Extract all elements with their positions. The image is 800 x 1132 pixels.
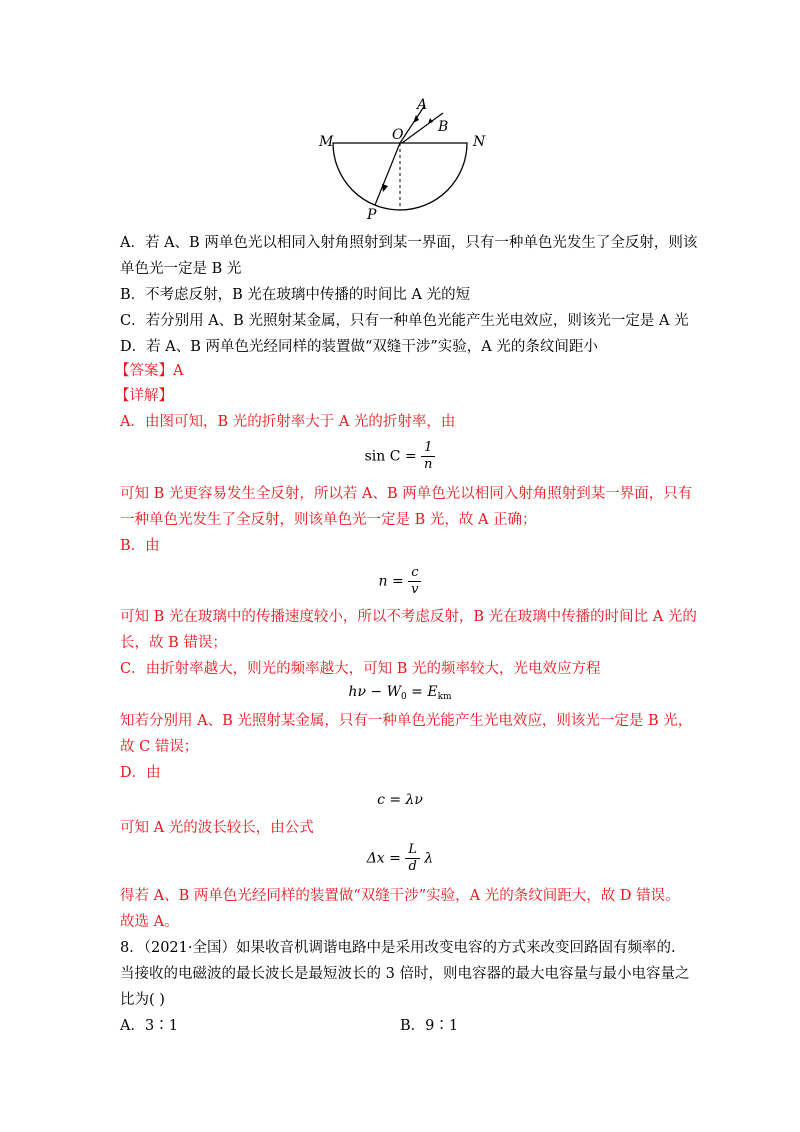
incident-ray-B bbox=[402, 113, 443, 143]
label-M: M bbox=[319, 134, 334, 150]
question8-line3: 比为( ) bbox=[120, 992, 165, 1008]
explanation-c2: 知若分别用 A、B 光照射某金属，只有一种单色光能产生光电效应，则该光一定是 B 光， bbox=[120, 713, 693, 729]
equation-fringe: Δx = $\frac{L}{d}$ λ bbox=[366, 842, 434, 874]
optics-figure bbox=[310, 95, 510, 225]
detail-label: 【详解】 bbox=[115, 388, 173, 404]
option-b: B．不考虑反射，B 光在玻璃中传播的时间比 A 光的短 bbox=[120, 287, 471, 303]
explanation-a2: 可知 B 光更容易发生全反射，所以若 A、B 两单色光以相同入射角照射到某一界面，只有 bbox=[120, 486, 693, 502]
equation-snell: sin C = $\frac{1}{n}$ bbox=[0, 440, 800, 473]
explanation-d4: 故选 A。 bbox=[120, 914, 179, 930]
explanation-b2: 可知 B 光在玻璃中的传播速度较小，所以不考虑反射，B 光在玻璃中传播的时间比 A 光的 bbox=[120, 609, 697, 625]
arrow-B bbox=[428, 118, 433, 124]
explanation-b1: B．由 bbox=[120, 538, 160, 554]
label-A: A bbox=[417, 97, 428, 113]
option-d: D．若 A、B 两单色光经同样的装置做“双缝干涉”实验，A 光的条纹间距小 bbox=[120, 339, 598, 355]
label-O: O bbox=[392, 127, 404, 143]
explanation-c3: 故 C 错误； bbox=[120, 739, 199, 755]
explanation-d3: 得若 A、B 两单色光经同样的装置做“双缝干涉”实验，A 光的条纹间距大，故 D 错误。 bbox=[120, 888, 680, 904]
explanation-a3: 一种单色光发生了全反射，则该单色光一定是 B 光，故 A 正确； bbox=[120, 512, 537, 528]
answer-label: 【答案】A bbox=[115, 363, 184, 379]
question8-line2: 当接收的电磁波的最长波长是最短波长的 3 倍时，则电容器的最大电容量与最小电容量之 bbox=[120, 966, 690, 982]
equation-index: n = $\frac{c}{v}$ bbox=[0, 565, 800, 598]
equation-photoelectric: $h\nu - W_0 = E_{km}$ bbox=[348, 684, 452, 702]
question8-line1: 8．（2021·全国）如果收音机调谐电路中是采用改变电容的方式来改变回路固有频率的. bbox=[120, 940, 676, 956]
label-N: N bbox=[473, 134, 486, 150]
explanation-d1: D．由 bbox=[120, 765, 161, 781]
explanation-d2: 可知 A 光的波长较长，由公式 bbox=[120, 820, 314, 836]
arrow-refracted bbox=[382, 184, 388, 192]
question8-option-b: B．9∶1 bbox=[400, 1018, 459, 1034]
label-P: P bbox=[367, 207, 377, 223]
equation-wave: c = λν bbox=[377, 792, 423, 808]
label-B: B bbox=[438, 119, 449, 135]
explanation-a1: A．由图可知，B 光的折射率大于 A 光的折射率，由 bbox=[120, 414, 456, 430]
option-a-line1: A．若 A、B 两单色光以相同入射角照射到某一界面，只有一种单色光发生了全反射，则该 bbox=[120, 235, 698, 251]
option-c: C．若分别用 A、B 光照射某金属，只有一种单色光能产生光电效应，则该光一定是 A 光 bbox=[120, 313, 689, 329]
question8-option-a: A．3∶1 bbox=[120, 1018, 178, 1034]
explanation-c1: C．由折射率越大，则光的频率越大，可知 B 光的频率较大，光电效应方程 bbox=[120, 661, 601, 677]
refracted-ray bbox=[375, 143, 400, 205]
explanation-b3: 长，故 B 错误； bbox=[120, 635, 227, 651]
option-a-line2: 单色光一定是 B 光 bbox=[120, 261, 242, 277]
